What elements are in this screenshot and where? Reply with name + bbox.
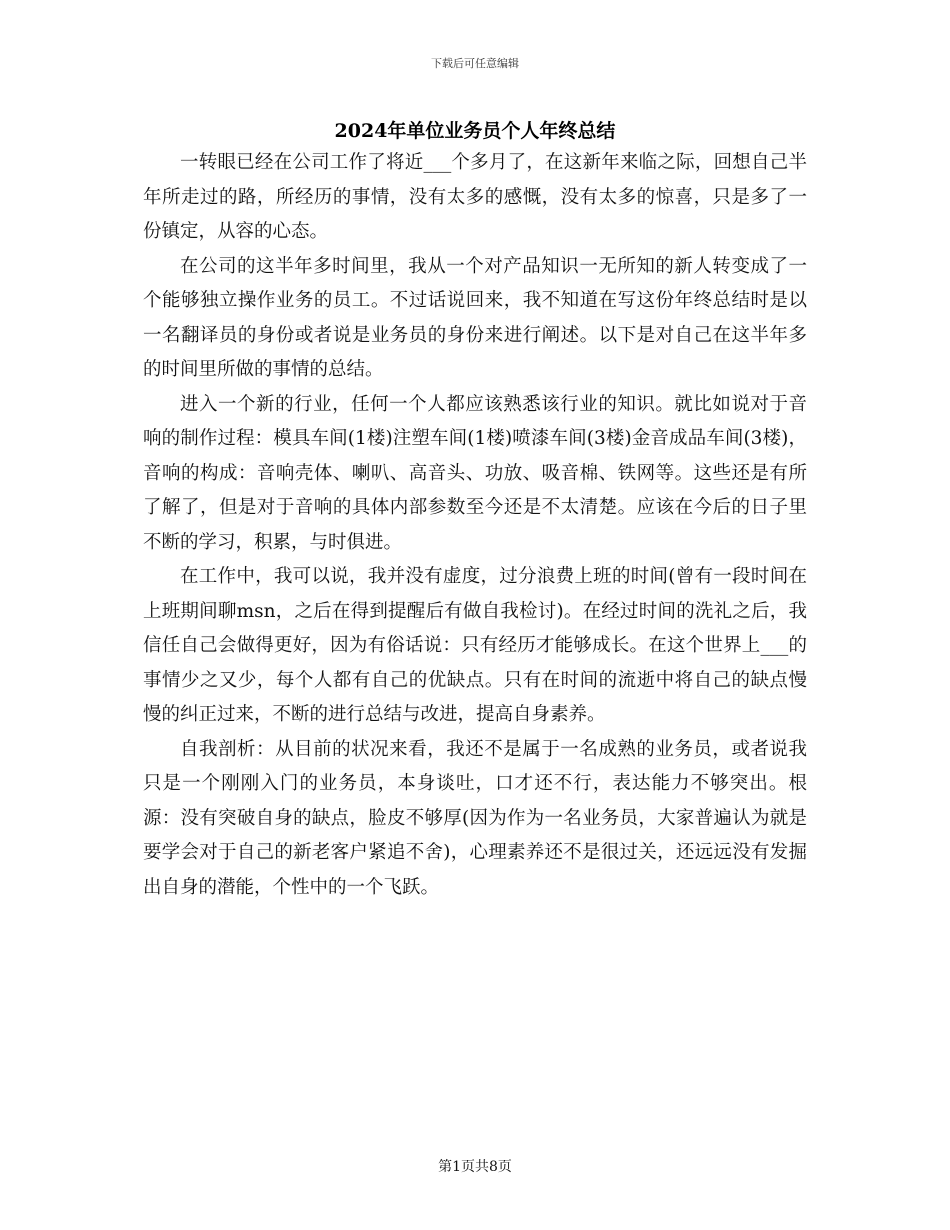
header-note: 下载后可任意编辑 (431, 57, 519, 70)
page-footer: 第1页共8页 (438, 1159, 512, 1175)
paragraph: 一转眼已经在公司工作了将近___个多月了，在这新年来临之际，回想自己半年所走过的路，所经历的事情，没有太多的感慨，没有太多的惊喜，只是多了一份镇定，从容的心态。 (143, 152, 807, 242)
paragraph: 自我剖析：从目前的状况来看，我还不是属于一名成熟的业务员，或者说我只是一个刚刚入门的业务员，本身谈吐，口才还不行，表达能力不够突出。根源：没有突破自身的缺点，脸皮不够厚(因为作为一名业务员，大家普遍认为就是要学会对于自己的新老客户紧追不舍)，心理素养还不是很过关，还远远没有发掘出自身的潜能，个性中的一个飞跃。 (143, 738, 807, 898)
paragraph: 在公司的这半年多时间里，我从一个对产品知识一无所知的新人转变成了一个能够独立操作业务的员工。不过话说回来，我不知道在写这份年终总结时是以一名翻译员的身份或者说是业务员的身份来进行阐述。以下是对自己在这半年多的时间里所做的事情的总结。 (143, 255, 807, 380)
document-title: 2024年单位业务员个人年终总结 (334, 120, 616, 142)
document-body (143, 146, 807, 905)
paragraph: 进入一个新的行业，任何一个人都应该熟悉该行业的知识。就比如说对于音响的制作过程：模具车间(1楼)注塑车间(1楼)喷漆车间(3楼)金音成品车间(3楼)，音响的构成：音响壳体、喇叭、高音头、功放、吸音棉、铁网等。这些还是有所了解了，但是对于音响的具体内部参数至今还是不太清楚。应该在今后的日子里不断的学习，积累，与时俱进。 (143, 393, 807, 553)
paragraph: 在工作中，我可以说，我并没有虚度，过分浪费上班的时间(曾有一段时间在上班期间聊msn，之后在得到提醒后有做自我检讨)。在经过时间的洗礼之后，我信任自己会做得更好，因为有俗话说：只有经历才能够成长。在这个世界上___的事情少之又少，每个人都有自己的优缺点。只有在时间的流逝中将自己的缺点慢慢的纠正过来，不断的进行总结与改进，提高自身素养。 (143, 566, 807, 725)
